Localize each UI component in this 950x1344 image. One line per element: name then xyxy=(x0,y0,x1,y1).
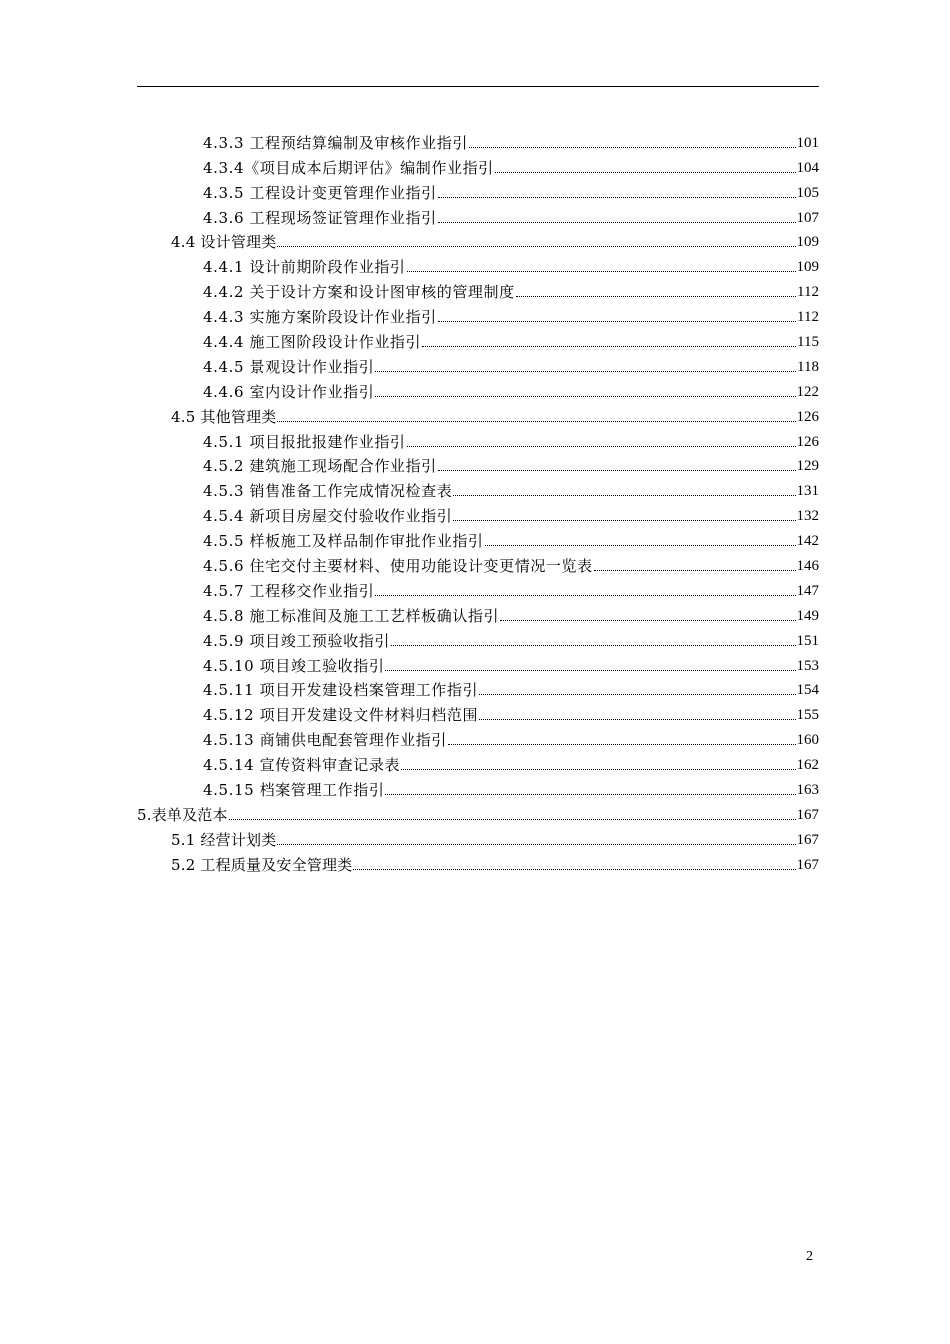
toc-entry[interactable] xyxy=(137,849,819,874)
table-of-contents xyxy=(137,127,819,874)
toc-leader-dots xyxy=(438,221,796,223)
toc-entry-title: 4.3.3 工程预结算编制及审核作业指引 xyxy=(203,133,468,152)
toc-entry-title: 4.5.11 项目开发建设档案管理工作指引 xyxy=(203,681,479,700)
toc-leader-dots xyxy=(516,295,796,297)
toc-leader-dots xyxy=(495,171,796,173)
toc-entry-page: 126 xyxy=(796,408,819,425)
header-rule xyxy=(137,86,819,87)
toc-leader-dots xyxy=(448,743,796,745)
toc-entry[interactable] xyxy=(137,401,819,426)
toc-entry-title: 4.5.4 新项目房屋交付验收作业指引 xyxy=(203,507,453,526)
toc-entry[interactable] xyxy=(137,749,819,774)
toc-leader-dots xyxy=(453,494,795,496)
toc-leader-dots xyxy=(229,818,796,820)
toc-entry-page: 115 xyxy=(797,334,819,351)
toc-entry-title: 4.4.6 室内设计作业指引 xyxy=(203,382,375,401)
toc-leader-dots xyxy=(438,320,796,322)
toc-entry-title: 4.5.1 项目报批报建作业指引 xyxy=(203,432,406,451)
toc-entry[interactable] xyxy=(137,276,819,301)
toc-leader-dots xyxy=(385,793,795,795)
toc-entry-page: 155 xyxy=(796,707,819,724)
page-number: 2 xyxy=(806,1249,813,1264)
toc-entry-page: 131 xyxy=(796,483,819,500)
toc-entry-title: 4.4.2 关于设计方案和设计图审核的管理制度 xyxy=(203,283,515,302)
toc-entry-title: 5.2 工程质量及安全管理类 xyxy=(171,855,353,874)
toc-leader-dots xyxy=(422,345,796,347)
toc-entry-title: 4.5.15 档案管理工作指引 xyxy=(203,781,385,800)
toc-entry[interactable] xyxy=(137,650,819,675)
toc-entry[interactable] xyxy=(137,625,819,650)
toc-leader-dots xyxy=(500,619,795,621)
toc-leader-dots xyxy=(391,644,796,646)
toc-leader-dots xyxy=(453,519,795,521)
toc-entry-title: 4.5.5 样板施工及样品制作审批作业指引 xyxy=(203,532,484,551)
toc-entry-page: 109 xyxy=(796,234,819,251)
toc-entry-title: 4.5.8 施工标准间及施工工艺样板确认指引 xyxy=(203,606,500,625)
toc-leader-dots xyxy=(407,270,796,272)
toc-entry-title: 5.1 经营计划类 xyxy=(171,830,277,849)
toc-leader-dots xyxy=(277,245,795,247)
toc-entry[interactable] xyxy=(137,575,819,600)
toc-entry-title: 5.表单及范本 xyxy=(137,805,228,824)
toc-entry[interactable] xyxy=(137,227,819,252)
toc-leader-dots xyxy=(277,420,795,422)
toc-entry-title: 4.5.10 项目竣工验收指引 xyxy=(203,656,385,675)
toc-entry[interactable] xyxy=(137,301,819,326)
toc-leader-dots xyxy=(438,469,796,471)
toc-entry[interactable] xyxy=(137,326,819,351)
toc-entry-page: 109 xyxy=(796,259,819,276)
toc-entry-title: 4.3.4《项目成本后期评估》编制作业指引 xyxy=(203,158,494,177)
toc-entry[interactable] xyxy=(137,152,819,177)
toc-entry-title: 4.5.7 工程移交作业指引 xyxy=(203,581,375,600)
toc-entry-title: 4.3.6 工程现场签证管理作业指引 xyxy=(203,208,437,227)
toc-entry[interactable] xyxy=(137,351,819,376)
toc-entry-page: 101 xyxy=(796,134,819,151)
toc-entry-page: 118 xyxy=(797,358,819,375)
toc-entry-title: 4.4.3 实施方案阶段设计作业指引 xyxy=(203,308,437,327)
toc-entry[interactable] xyxy=(137,426,819,451)
toc-entry-page: 122 xyxy=(796,383,819,400)
toc-leader-dots xyxy=(375,395,795,397)
toc-entry-page: 163 xyxy=(796,782,819,799)
toc-entry-page: 107 xyxy=(796,209,819,226)
toc-entry[interactable] xyxy=(137,376,819,401)
toc-entry-page: 162 xyxy=(796,757,819,774)
toc-entry[interactable] xyxy=(137,774,819,799)
toc-leader-dots xyxy=(485,544,796,546)
toc-entry[interactable] xyxy=(137,675,819,700)
toc-entry[interactable] xyxy=(137,251,819,276)
toc-entry-page: 160 xyxy=(796,732,819,749)
toc-leader-dots xyxy=(353,868,795,870)
toc-entry-title: 4.5.3 销售准备工作完成情况检查表 xyxy=(203,482,453,501)
toc-leader-dots xyxy=(479,693,795,695)
toc-entry-page: 112 xyxy=(797,309,819,326)
toc-leader-dots xyxy=(469,146,796,148)
toc-entry-page: 105 xyxy=(796,184,819,201)
toc-entry-page: 167 xyxy=(796,831,819,848)
toc-entry-page: 104 xyxy=(796,159,819,176)
toc-entry-title: 4.5.6 住宅交付主要材料、使用功能设计变更情况一览表 xyxy=(203,557,593,576)
toc-entry[interactable] xyxy=(137,451,819,476)
toc-entry-page: 167 xyxy=(796,806,819,823)
toc-entry-title: 4.4.4 施工图阶段设计作业指引 xyxy=(203,333,422,352)
toc-entry[interactable] xyxy=(137,824,819,849)
toc-entry-title: 4.4.1 设计前期阶段作业指引 xyxy=(203,258,406,277)
toc-entry-page: 147 xyxy=(796,582,819,599)
toc-entry[interactable] xyxy=(137,202,819,227)
toc-leader-dots xyxy=(375,594,795,596)
toc-entry-page: 126 xyxy=(796,433,819,450)
toc-entry-page: 154 xyxy=(796,682,819,699)
toc-entry-title: 4.5.2 建筑施工现场配合作业指引 xyxy=(203,457,437,476)
toc-entry-title: 4.5.9 项目竣工预验收指引 xyxy=(203,631,390,650)
toc-entry[interactable] xyxy=(137,475,819,500)
toc-entry[interactable] xyxy=(137,799,819,824)
toc-entry[interactable] xyxy=(137,500,819,525)
toc-entry[interactable] xyxy=(137,550,819,575)
toc-entry[interactable] xyxy=(137,600,819,625)
toc-entry-page: 149 xyxy=(796,607,819,624)
toc-entry[interactable] xyxy=(137,177,819,202)
toc-entry[interactable] xyxy=(137,525,819,550)
toc-entry-page: 146 xyxy=(796,558,819,575)
toc-entry-page: 167 xyxy=(796,856,819,873)
toc-leader-dots xyxy=(479,718,795,720)
toc-leader-dots xyxy=(401,768,795,770)
toc-entry-title: 4.4 设计管理类 xyxy=(171,233,277,252)
toc-entry-page: 132 xyxy=(796,508,819,525)
toc-entry-page: 129 xyxy=(796,458,819,475)
toc-entry-title: 4.5.14 宣传资料审查记录表 xyxy=(203,756,401,775)
toc-entry-title: 4.3.5 工程设计变更管理作业指引 xyxy=(203,183,437,202)
toc-entry-page: 151 xyxy=(796,632,819,649)
toc-leader-dots xyxy=(375,370,796,372)
toc-leader-dots xyxy=(277,843,795,845)
toc-entry-page: 153 xyxy=(796,657,819,674)
toc-entry-page: 142 xyxy=(796,533,819,550)
toc-leader-dots xyxy=(385,669,795,671)
toc-leader-dots xyxy=(594,569,796,571)
toc-entry-title: 4.5 其他管理类 xyxy=(171,407,277,426)
toc-entry-title: 4.5.12 项目开发建设文件材料归档范围 xyxy=(203,706,479,725)
toc-entry-title: 4.4.5 景观设计作业指引 xyxy=(203,357,375,376)
toc-entry[interactable] xyxy=(137,699,819,724)
toc-entry-title: 4.5.13 商铺供电配套管理作业指引 xyxy=(203,731,447,750)
toc-entry[interactable] xyxy=(137,127,819,152)
toc-leader-dots xyxy=(438,196,796,198)
toc-entry[interactable] xyxy=(137,724,819,749)
toc-entry-page: 112 xyxy=(797,284,819,301)
toc-leader-dots xyxy=(407,445,796,447)
